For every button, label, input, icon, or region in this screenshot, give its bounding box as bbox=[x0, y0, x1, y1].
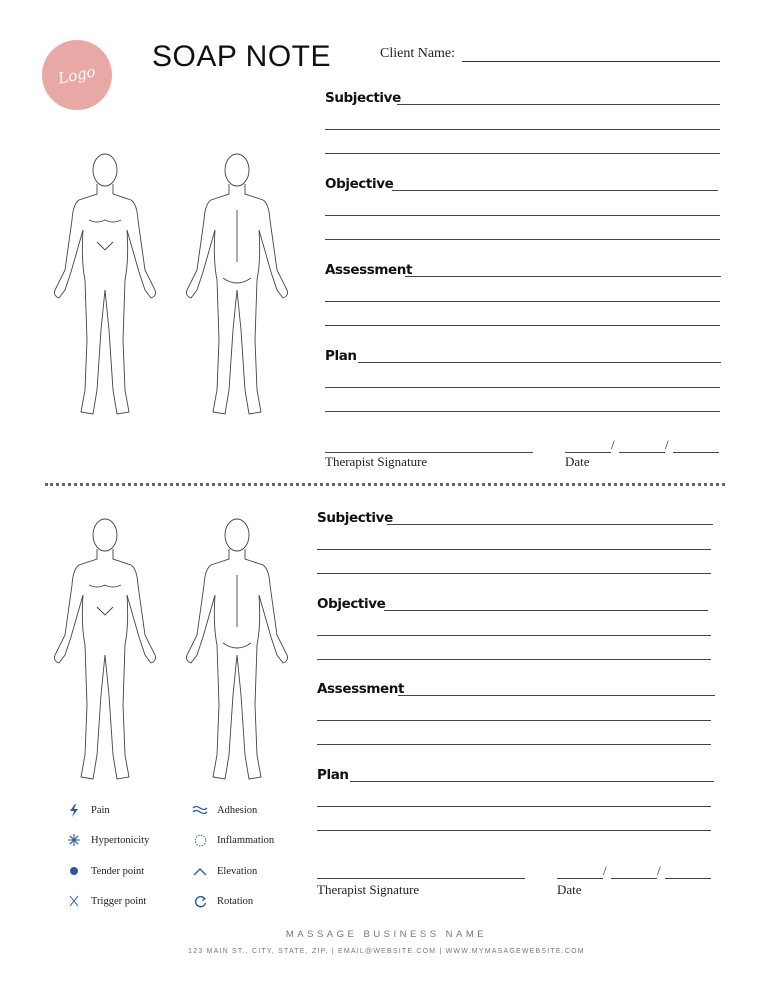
logo bbox=[42, 40, 112, 110]
subjective-field[interactable] bbox=[387, 524, 713, 525]
date-year-field[interactable] bbox=[673, 452, 719, 453]
plan-field[interactable] bbox=[350, 781, 714, 782]
date-separator: / bbox=[603, 863, 607, 878]
rotation-icon bbox=[192, 894, 208, 908]
plan-field[interactable] bbox=[325, 411, 720, 412]
x-mark-icon bbox=[66, 894, 82, 908]
plan-field[interactable] bbox=[358, 362, 721, 363]
assessment-field[interactable] bbox=[405, 276, 721, 277]
legend-item-rotation bbox=[192, 894, 253, 908]
asterisk-icon bbox=[66, 833, 82, 847]
assessment-field[interactable] bbox=[325, 325, 720, 326]
date-separator: / bbox=[665, 437, 669, 452]
caret-up-icon bbox=[192, 864, 208, 878]
assessment-field[interactable] bbox=[398, 695, 715, 696]
subjective-field[interactable] bbox=[317, 549, 711, 550]
plan-field[interactable] bbox=[317, 806, 711, 807]
plan-field[interactable] bbox=[325, 387, 720, 388]
body-front-diagram bbox=[45, 515, 165, 787]
legend-label: Adhesion bbox=[217, 804, 258, 816]
objective-label: Objective bbox=[317, 596, 386, 612]
section-divider bbox=[45, 483, 725, 486]
legend-label: Pain bbox=[91, 804, 110, 816]
assessment-field[interactable] bbox=[325, 301, 720, 302]
subjective-label: Subjective bbox=[317, 510, 393, 526]
wave-icon bbox=[192, 803, 208, 817]
logo-text: Logo bbox=[56, 62, 98, 88]
legend-label: Hypertonicity bbox=[91, 834, 150, 846]
objective-field[interactable] bbox=[317, 635, 711, 636]
plan-label: Plan bbox=[317, 767, 349, 783]
legend-item-tender-point bbox=[66, 864, 144, 878]
date-day-field[interactable] bbox=[611, 878, 657, 879]
body-back-diagram bbox=[175, 515, 300, 787]
client-name-field[interactable] bbox=[462, 61, 720, 62]
assessment-label: Assessment bbox=[325, 262, 413, 278]
legend-label: Elevation bbox=[217, 865, 258, 877]
assessment-field[interactable] bbox=[317, 744, 711, 745]
legend-item-pain bbox=[66, 803, 110, 817]
subjective-field[interactable] bbox=[397, 104, 720, 105]
subjective-field[interactable] bbox=[325, 153, 720, 154]
subjective-field[interactable] bbox=[325, 129, 720, 130]
legend-item-trigger-point bbox=[66, 894, 146, 908]
date-month-field[interactable] bbox=[565, 452, 611, 453]
subjective-label: Subjective bbox=[325, 90, 401, 106]
objective-field[interactable] bbox=[325, 215, 720, 216]
date-year-field[interactable] bbox=[665, 878, 711, 879]
client-name-label: Client Name: bbox=[380, 46, 456, 61]
body-front-diagram bbox=[45, 150, 165, 422]
assessment-field[interactable] bbox=[317, 720, 711, 721]
objective-field[interactable] bbox=[325, 239, 720, 240]
business-address: 123 MAIN ST., CITY, STATE, ZIP, | EMAIL@WEBSITE.COM | WWW.MYMASAGEWEBSITE.COM bbox=[188, 948, 585, 955]
business-name: MASSAGE BUSINESS NAME bbox=[285, 929, 488, 940]
date-day-field[interactable] bbox=[619, 452, 665, 453]
date-separator: / bbox=[611, 437, 615, 452]
objective-field[interactable] bbox=[384, 610, 708, 611]
objective-label: Objective bbox=[325, 176, 394, 192]
legend-label: Inflammation bbox=[217, 834, 275, 846]
therapist-signature-field[interactable] bbox=[317, 878, 525, 879]
therapist-signature-field[interactable] bbox=[325, 452, 533, 453]
assessment-label: Assessment bbox=[317, 681, 405, 697]
objective-field[interactable] bbox=[317, 659, 711, 660]
legend-label: Trigger point bbox=[91, 895, 147, 907]
date-label: Date bbox=[565, 454, 590, 469]
plan-field[interactable] bbox=[317, 830, 711, 831]
page-title: SOAP NOTE bbox=[152, 40, 331, 73]
therapist-signature-label: Therapist Signature bbox=[325, 454, 428, 469]
date-label: Date bbox=[557, 882, 582, 897]
subjective-field[interactable] bbox=[317, 573, 711, 574]
dotted-circle-icon bbox=[192, 833, 208, 847]
filled-dot-icon bbox=[66, 864, 82, 878]
legend-item-inflammation bbox=[192, 833, 274, 847]
legend-item-hypertonicity bbox=[66, 833, 149, 847]
legend-item-elevation bbox=[192, 864, 257, 878]
body-back-diagram bbox=[175, 150, 300, 422]
lightning-icon bbox=[66, 803, 82, 817]
date-separator: / bbox=[657, 863, 661, 878]
date-month-field[interactable] bbox=[557, 878, 603, 879]
plan-label: Plan bbox=[325, 348, 357, 364]
legend-label: Tender point bbox=[91, 865, 145, 877]
therapist-signature-label: Therapist Signature bbox=[317, 882, 420, 897]
legend-item-adhesion bbox=[192, 803, 257, 817]
objective-field[interactable] bbox=[392, 190, 718, 191]
legend-label: Rotation bbox=[217, 895, 254, 907]
